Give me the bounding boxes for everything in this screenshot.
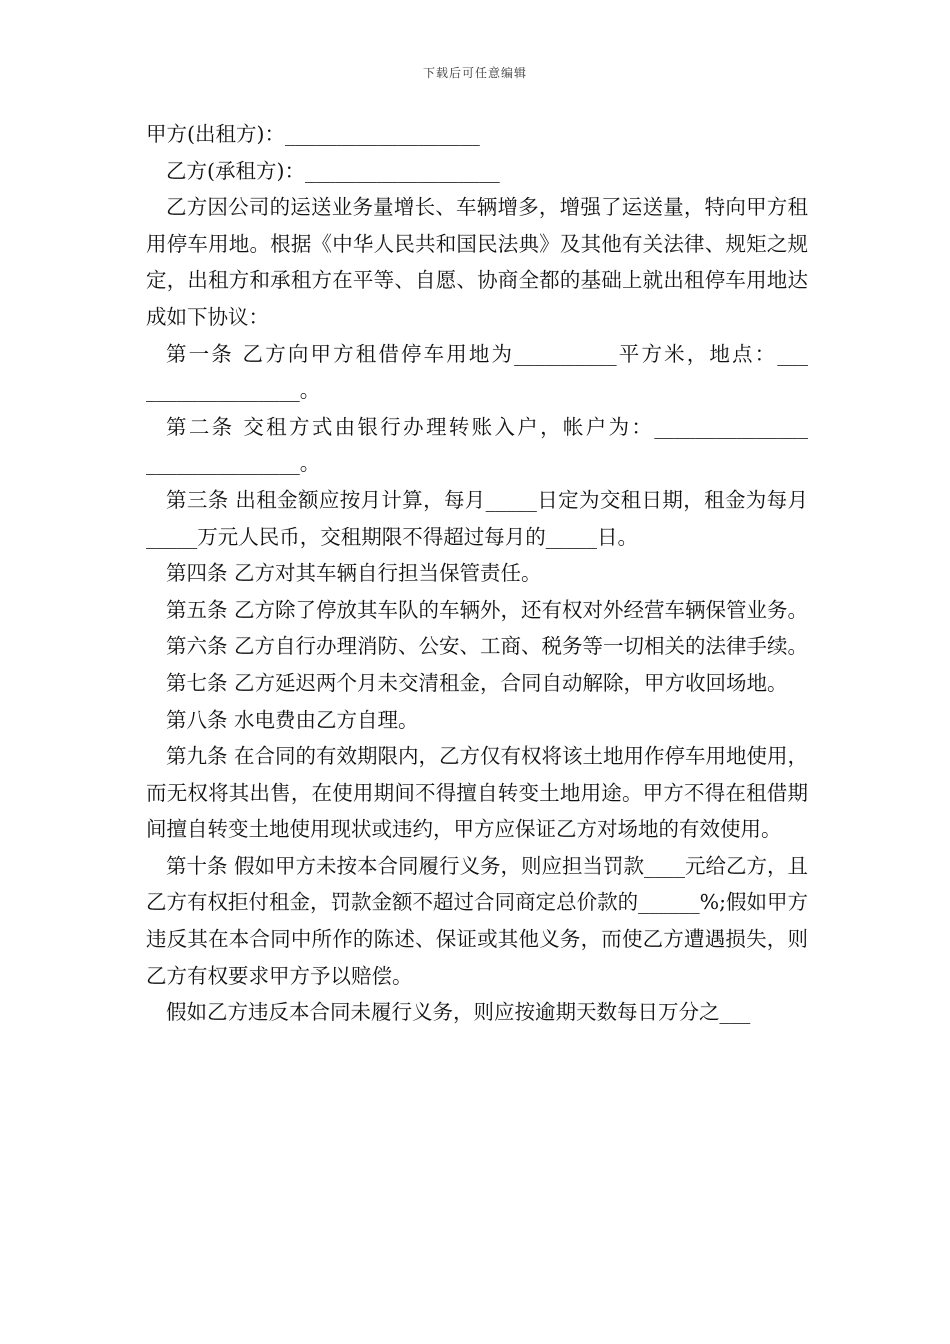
contract-body: [146, 116, 808, 1031]
article-8: 第八条 水电费由乙方自理。: [166, 707, 419, 732]
article-1: 第一条 乙方向甲方租借停车用地为__________平方米，地点：___ _______________。: [146, 341, 808, 403]
article-10: 第十条 假如甲方未按本合同履行义务，则应担当罚款____元给乙方，且乙方有权拒付租金，罚款金额不超过合同商定总价款的______%;假如甲方违反其在本合同中所作的陈述、保证或其他义务，而使乙方遭遇损失，则乙方有权要求甲方予以赔偿。: [146, 853, 809, 988]
article-3: 第三条 出租金额应按月计算，每月_____日定为交租日期，租金为每月_____万元人民币，交租期限不得超过每月的_____日。: [146, 487, 808, 549]
article-6: 第六条 乙方自行办理消防、公安、工商、税务等一切相关的法律手续。: [166, 634, 809, 659]
page-header: 下载后可任意编辑: [422, 66, 527, 80]
article-5: 第五条 乙方除了停放其车队的车辆外，还有权对外经营车辆保管业务。: [166, 597, 809, 622]
article-4: 第四条 乙方对其车辆自行担当保管责任。: [166, 561, 542, 586]
party-a-line: 甲方(出租方)：___________________: [146, 122, 480, 146]
party-b-line: 乙方(承租方)：___________________: [166, 158, 500, 183]
breach-paragraph: 假如乙方违反本合同未履行义务，则应按逾期天数每日万分之___: [166, 1000, 751, 1025]
preamble-paragraph: 乙方因公司的运送业务量增长、车辆增多，增强了运送量，特向甲方租用停车用地。根据《中华人民共和国民法典》及其他有关法律、规矩之规定，出租方和承租方在平等、自愿、协商全都的基础上就出租停车用地达成如下协议：: [146, 195, 808, 329]
article-7: 第七条 乙方延迟两个月未交清租金，合同自动解除，甲方收回场地。: [166, 670, 788, 695]
article-2: 第二条 交租方式由银行办理转账入户，帐户为：_______________ _______________。: [146, 414, 808, 476]
article-9: 第九条 在合同的有效期限内，乙方仅有权将该土地用作停车用地使用，而无权将其出售，在使用期间不得擅自转变土地用途。甲方不得在租借期间擅自转变土地使用现状或违约，甲方应保证乙方对场地的有效使用。: [146, 744, 809, 842]
